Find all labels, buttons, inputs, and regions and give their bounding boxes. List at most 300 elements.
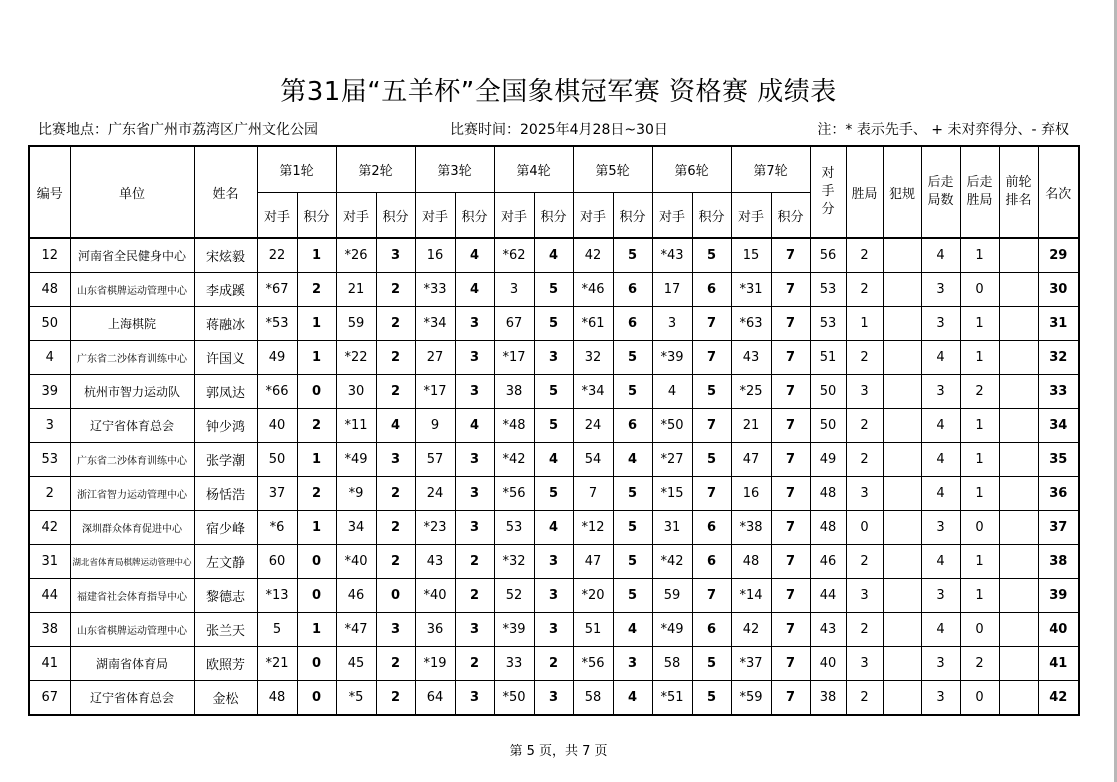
cell-name: 张兰天: [194, 613, 257, 647]
venue-text: 比赛地点：广东省广州市荔湾区广州文化公园: [38, 122, 318, 138]
cell-black-wins: 1: [960, 579, 999, 613]
cell-points: 2: [455, 647, 494, 681]
cell-points: 3: [455, 613, 494, 647]
header-points: 积分: [534, 193, 573, 239]
cell-points: 5: [613, 545, 652, 579]
cell-wins: 0: [846, 511, 883, 545]
cell-number: 42: [29, 511, 70, 545]
header-opponent-score-label: 对手分: [821, 166, 835, 217]
cell-opponent-score: 53: [810, 273, 846, 307]
cell-points: 1: [297, 511, 336, 545]
cell-black-wins: 0: [960, 273, 999, 307]
cell-points: 3: [534, 579, 573, 613]
cell-opponent: *56: [573, 647, 613, 681]
cell-opponent: *61: [573, 307, 613, 341]
cell-points: 6: [692, 545, 731, 579]
cell-points: 7: [771, 409, 810, 443]
cell-points: 4: [534, 238, 573, 273]
cell-opponent-score: 50: [810, 409, 846, 443]
cell-points: 5: [692, 647, 731, 681]
cell-unit: 湖南省体育局: [70, 647, 194, 681]
cell-opponent-score: 44: [810, 579, 846, 613]
cell-name: 李成蹊: [194, 273, 257, 307]
cell-opponent: *38: [731, 511, 771, 545]
header-points: 积分: [613, 193, 652, 239]
cell-opponent: *39: [652, 341, 692, 375]
cell-prev-rank: [999, 341, 1038, 375]
header-opponent: 对手: [257, 193, 297, 239]
cell-opponent: *26: [336, 238, 376, 273]
cell-opponent: 48: [731, 545, 771, 579]
cell-points: 7: [771, 579, 810, 613]
cell-opponent: 30: [336, 375, 376, 409]
cell-points: 7: [771, 613, 810, 647]
cell-prev-rank: [999, 681, 1038, 716]
cell-black-games: 4: [921, 341, 960, 375]
header-black-wins: [960, 146, 999, 238]
cell-prev-rank: [999, 579, 1038, 613]
cell-points: 2: [534, 647, 573, 681]
header-prev-rank: [999, 146, 1038, 238]
cell-name: 许国义: [194, 341, 257, 375]
cell-rank: 32: [1038, 341, 1079, 375]
cell-rank: 37: [1038, 511, 1079, 545]
cell-points: 3: [376, 613, 415, 647]
cell-opponent: *37: [731, 647, 771, 681]
cell-opponent: *49: [652, 613, 692, 647]
cell-unit: 辽宁省体育总会: [70, 409, 194, 443]
cell-opponent: 43: [415, 545, 455, 579]
cell-black-games: 3: [921, 647, 960, 681]
cell-points: 5: [534, 409, 573, 443]
cell-opponent: *42: [494, 443, 534, 477]
cell-opponent-score: 40: [810, 647, 846, 681]
cell-points: 7: [771, 341, 810, 375]
cell-points: 3: [534, 613, 573, 647]
cell-opponent: *49: [336, 443, 376, 477]
header-name: 姓名: [194, 146, 257, 238]
header-opponent: 对手: [415, 193, 455, 239]
cell-opponent: *62: [494, 238, 534, 273]
cell-number: 67: [29, 681, 70, 716]
cell-opponent: 64: [415, 681, 455, 716]
cell-points: 5: [613, 238, 652, 273]
cell-black-games: 4: [921, 545, 960, 579]
header-opponent: 对手: [731, 193, 771, 239]
cell-fouls: [883, 307, 921, 341]
cell-points: 6: [692, 273, 731, 307]
cell-unit: 杭州市智力运动队: [70, 375, 194, 409]
cell-points: 4: [613, 443, 652, 477]
cell-opponent: 42: [573, 238, 613, 273]
cell-opponent: *66: [257, 375, 297, 409]
cell-opponent: *40: [415, 579, 455, 613]
cell-fouls: [883, 409, 921, 443]
cell-points: 5: [613, 579, 652, 613]
cell-rank: 35: [1038, 443, 1079, 477]
cell-points: 2: [297, 409, 336, 443]
header-points: 积分: [771, 193, 810, 239]
cell-opponent: *22: [336, 341, 376, 375]
cell-points: 1: [297, 613, 336, 647]
cell-opponent: 27: [415, 341, 455, 375]
cell-black-games: 3: [921, 579, 960, 613]
cell-opponent: 31: [652, 511, 692, 545]
cell-points: 5: [692, 375, 731, 409]
cell-fouls: [883, 375, 921, 409]
cell-opponent: 47: [573, 545, 613, 579]
cell-opponent: 46: [336, 579, 376, 613]
cell-opponent: *21: [257, 647, 297, 681]
cell-opponent: *32: [494, 545, 534, 579]
cell-opponent: *46: [573, 273, 613, 307]
cell-points: 7: [771, 238, 810, 273]
cell-wins: 3: [846, 647, 883, 681]
header-points: 积分: [692, 193, 731, 239]
cell-opponent: *48: [494, 409, 534, 443]
cell-points: 7: [771, 375, 810, 409]
cell-name: 杨恬浩: [194, 477, 257, 511]
cell-black-wins: 1: [960, 341, 999, 375]
cell-rank: 33: [1038, 375, 1079, 409]
cell-name: 宿少峰: [194, 511, 257, 545]
cell-opponent: *23: [415, 511, 455, 545]
header-prev-rank-label: 前轮排名: [1005, 175, 1032, 208]
cell-points: 3: [455, 307, 494, 341]
header-black-games-label: 后走局数: [927, 175, 954, 208]
cell-opponent-score: 46: [810, 545, 846, 579]
cell-black-games: 3: [921, 307, 960, 341]
cell-points: 5: [613, 341, 652, 375]
cell-black-wins: 1: [960, 409, 999, 443]
table-row: [29, 375, 1079, 409]
cell-opponent: 15: [731, 238, 771, 273]
cell-opponent: *31: [731, 273, 771, 307]
cell-wins: 2: [846, 443, 883, 477]
header-opponent: 对手: [652, 193, 692, 239]
cell-wins: 3: [846, 477, 883, 511]
cell-fouls: [883, 545, 921, 579]
header-opponent: 对手: [336, 193, 376, 239]
cell-prev-rank: [999, 613, 1038, 647]
cell-points: 3: [455, 681, 494, 716]
header-points: 积分: [455, 193, 494, 239]
legend-note: 注：* 表示先手、 + 未对弈得分、- 弃权: [817, 122, 1069, 138]
cell-number: 4: [29, 341, 70, 375]
cell-opponent-score: 48: [810, 477, 846, 511]
cell-fouls: [883, 647, 921, 681]
cell-black-games: 4: [921, 409, 960, 443]
cell-points: 7: [692, 579, 731, 613]
cell-points: 6: [692, 613, 731, 647]
cell-opponent: 43: [731, 341, 771, 375]
cell-black-wins: 2: [960, 647, 999, 681]
header-rank: 名次: [1038, 146, 1079, 238]
header-round: 第6轮: [652, 146, 731, 193]
cell-prev-rank: [999, 409, 1038, 443]
cell-points: 5: [692, 443, 731, 477]
cell-points: 1: [297, 238, 336, 273]
cell-opponent-score: 50: [810, 375, 846, 409]
cell-points: 5: [534, 375, 573, 409]
cell-unit: 浙江省智力运动管理中心: [70, 477, 194, 511]
cell-black-wins: 1: [960, 238, 999, 273]
header-wins: 胜局: [846, 146, 883, 238]
cell-opponent: *67: [257, 273, 297, 307]
cell-name: 蒋融冰: [194, 307, 257, 341]
cell-points: 4: [455, 238, 494, 273]
cell-black-games: 4: [921, 238, 960, 273]
cell-opponent: 4: [652, 375, 692, 409]
cell-wins: 2: [846, 409, 883, 443]
cell-points: 2: [297, 477, 336, 511]
cell-black-wins: 1: [960, 477, 999, 511]
cell-number: 38: [29, 613, 70, 647]
cell-points: 5: [613, 477, 652, 511]
cell-points: 2: [376, 273, 415, 307]
cell-black-wins: 0: [960, 511, 999, 545]
cell-number: 53: [29, 443, 70, 477]
cell-unit: 河南省全民健身中心: [70, 238, 194, 273]
table-row: [29, 545, 1079, 579]
cell-opponent: *43: [652, 238, 692, 273]
cell-points: 3: [534, 341, 573, 375]
cell-black-games: 4: [921, 443, 960, 477]
cell-opponent: 59: [652, 579, 692, 613]
cell-opponent: *9: [336, 477, 376, 511]
cell-opponent: *34: [415, 307, 455, 341]
cell-opponent: *27: [652, 443, 692, 477]
table-row: [29, 579, 1079, 613]
cell-points: 2: [376, 307, 415, 341]
cell-opponent: 22: [257, 238, 297, 273]
cell-black-games: 3: [921, 511, 960, 545]
cell-opponent: 67: [494, 307, 534, 341]
cell-black-games: 3: [921, 681, 960, 716]
cell-opponent: 21: [336, 273, 376, 307]
cell-points: 3: [534, 545, 573, 579]
table-row: [29, 443, 1079, 477]
cell-points: 6: [613, 273, 652, 307]
cell-opponent: *25: [731, 375, 771, 409]
cell-points: 0: [297, 579, 336, 613]
cell-points: 1: [297, 443, 336, 477]
cell-opponent: *5: [336, 681, 376, 716]
cell-opponent: *56: [494, 477, 534, 511]
cell-opponent: 16: [415, 238, 455, 273]
cell-points: 5: [534, 477, 573, 511]
cell-opponent: *34: [573, 375, 613, 409]
cell-wins: 1: [846, 307, 883, 341]
cell-points: 7: [771, 681, 810, 716]
cell-opponent: 9: [415, 409, 455, 443]
cell-name: 宋炫毅: [194, 238, 257, 273]
cell-points: 1: [297, 341, 336, 375]
cell-opponent: 54: [573, 443, 613, 477]
cell-opponent-score: 48: [810, 511, 846, 545]
cell-points: 5: [692, 238, 731, 273]
cell-points: 2: [376, 375, 415, 409]
cell-opponent: 58: [573, 681, 613, 716]
header-round: 第2轮: [336, 146, 415, 193]
cell-opponent: 21: [731, 409, 771, 443]
cell-opponent-score: 56: [810, 238, 846, 273]
cell-fouls: [883, 443, 921, 477]
cell-points: 4: [534, 511, 573, 545]
cell-opponent: 24: [415, 477, 455, 511]
cell-points: 3: [455, 375, 494, 409]
cell-points: 0: [376, 579, 415, 613]
cell-points: 6: [613, 409, 652, 443]
page-footer: 第 5 页，共 7 页: [509, 744, 608, 759]
cell-opponent: *59: [731, 681, 771, 716]
cell-points: 2: [376, 341, 415, 375]
cell-points: 7: [771, 273, 810, 307]
cell-unit: 广东省二沙体育训练中心: [70, 443, 194, 477]
cell-opponent: *42: [652, 545, 692, 579]
header-opponent: 对手: [494, 193, 534, 239]
cell-rank: 41: [1038, 647, 1079, 681]
cell-points: 7: [771, 307, 810, 341]
cell-opponent: 42: [731, 613, 771, 647]
cell-prev-rank: [999, 273, 1038, 307]
cell-number: 39: [29, 375, 70, 409]
cell-name: 郭凤达: [194, 375, 257, 409]
cell-fouls: [883, 238, 921, 273]
table-row: [29, 341, 1079, 375]
cell-black-wins: 0: [960, 681, 999, 716]
cell-opponent: *20: [573, 579, 613, 613]
cell-points: 2: [297, 273, 336, 307]
cell-opponent-score: 38: [810, 681, 846, 716]
header-black-wins-label: 后走胜局: [966, 175, 993, 208]
cell-opponent: 49: [257, 341, 297, 375]
cell-points: 0: [297, 647, 336, 681]
cell-wins: 3: [846, 375, 883, 409]
cell-opponent: *47: [336, 613, 376, 647]
cell-opponent-score: 49: [810, 443, 846, 477]
cell-number: 31: [29, 545, 70, 579]
header-points: 积分: [297, 193, 336, 239]
cell-opponent: 36: [415, 613, 455, 647]
cell-fouls: [883, 273, 921, 307]
cell-unit: 福建省社会体育指导中心: [70, 579, 194, 613]
cell-black-games: 3: [921, 375, 960, 409]
cell-rank: 36: [1038, 477, 1079, 511]
header-opponent-score: [810, 146, 846, 238]
cell-rank: 39: [1038, 579, 1079, 613]
cell-number: 48: [29, 273, 70, 307]
header-round: 第7轮: [731, 146, 810, 193]
cell-opponent: 37: [257, 477, 297, 511]
header-round: 第1轮: [257, 146, 336, 193]
table-row: [29, 238, 1079, 273]
cell-wins: 3: [846, 579, 883, 613]
header-round: 第3轮: [415, 146, 494, 193]
cell-unit: 广东省二沙体育训练中心: [70, 341, 194, 375]
cell-opponent: *15: [652, 477, 692, 511]
cell-opponent: 3: [494, 273, 534, 307]
cell-points: 7: [692, 341, 731, 375]
cell-wins: 2: [846, 238, 883, 273]
header-row-top: [29, 146, 1079, 193]
cell-points: 6: [613, 307, 652, 341]
header-unit: 单位: [70, 146, 194, 238]
cell-opponent: *53: [257, 307, 297, 341]
cell-points: 7: [771, 511, 810, 545]
table-row: [29, 477, 1079, 511]
cell-points: 2: [455, 579, 494, 613]
cell-fouls: [883, 341, 921, 375]
cell-prev-rank: [999, 307, 1038, 341]
cell-number: 50: [29, 307, 70, 341]
cell-unit: 深圳群众体育促进中心: [70, 511, 194, 545]
cell-points: 3: [455, 511, 494, 545]
cell-prev-rank: [999, 238, 1038, 273]
cell-black-wins: 1: [960, 545, 999, 579]
cell-number: 12: [29, 238, 70, 273]
cell-points: 5: [613, 375, 652, 409]
cell-points: 2: [376, 545, 415, 579]
cell-opponent: 32: [573, 341, 613, 375]
header-number: 编号: [29, 146, 70, 238]
cell-points: 1: [297, 307, 336, 341]
cell-points: 2: [455, 545, 494, 579]
cell-points: 3: [376, 443, 415, 477]
cell-rank: 29: [1038, 238, 1079, 273]
cell-points: 3: [455, 443, 494, 477]
cell-points: 4: [376, 409, 415, 443]
cell-opponent: *13: [257, 579, 297, 613]
cell-name: 张学潮: [194, 443, 257, 477]
cell-points: 7: [692, 307, 731, 341]
cell-opponent: *33: [415, 273, 455, 307]
cell-points: 2: [376, 511, 415, 545]
cell-fouls: [883, 579, 921, 613]
cell-opponent: 48: [257, 681, 297, 716]
cell-opponent: 53: [494, 511, 534, 545]
cell-points: 5: [692, 681, 731, 716]
table-row: [29, 647, 1079, 681]
cell-black-wins: 1: [960, 443, 999, 477]
cell-opponent: 57: [415, 443, 455, 477]
cell-opponent-score: 53: [810, 307, 846, 341]
cell-opponent: 51: [573, 613, 613, 647]
cell-points: 2: [376, 681, 415, 716]
cell-rank: 42: [1038, 681, 1079, 716]
cell-opponent: *39: [494, 613, 534, 647]
cell-opponent: 24: [573, 409, 613, 443]
cell-points: 2: [376, 647, 415, 681]
cell-points: 7: [771, 443, 810, 477]
cell-number: 44: [29, 579, 70, 613]
cell-opponent: *50: [494, 681, 534, 716]
cell-wins: 2: [846, 341, 883, 375]
table-row: [29, 307, 1079, 341]
cell-unit: 辽宁省体育总会: [70, 681, 194, 716]
cell-fouls: [883, 681, 921, 716]
cell-opponent: *17: [415, 375, 455, 409]
cell-opponent: 16: [731, 477, 771, 511]
cell-opponent: 45: [336, 647, 376, 681]
table-row: [29, 681, 1079, 716]
cell-wins: 2: [846, 681, 883, 716]
cell-fouls: [883, 477, 921, 511]
cell-points: 7: [692, 477, 731, 511]
header-round: 第5轮: [573, 146, 652, 193]
cell-opponent: 7: [573, 477, 613, 511]
cell-opponent: *11: [336, 409, 376, 443]
